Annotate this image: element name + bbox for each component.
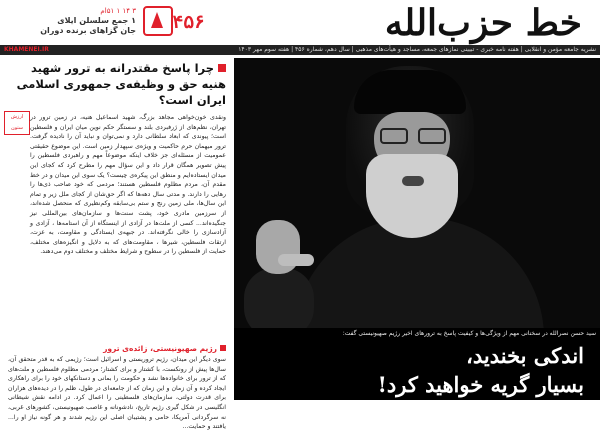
teaser-subtitle: جان گزاهای برنده دوران [40, 26, 136, 35]
photo-glasses-left [380, 128, 408, 144]
article-headline[interactable] [8, 60, 226, 108]
publication-info: نشریه جامعه مؤمن و انقلابی | هفته نامه خبری - تبیینی نمازهای جمعه، مساجد و هیأت‌های مذهبی | سال دهم، شماره ۴۵۶ | هفته سوم مهر ۱۴۰۳ [238, 46, 596, 53]
quote-line-2: بسیار گریه خواهید کرد! [377, 372, 584, 397]
cover-photo [234, 58, 600, 328]
writer-tag: ارزش ستون [4, 111, 30, 135]
masthead [0, 0, 600, 47]
issue-number: ۴۵۶ [172, 12, 205, 33]
teaser-date: ۳ ۱۴ ۱ ۵۱ام [100, 7, 136, 15]
photo-caption-bar [234, 328, 600, 340]
quote-area [234, 340, 600, 400]
site-label[interactable]: KHAMENEI.IR [4, 46, 49, 53]
photo-mouth-shape [402, 176, 424, 186]
subhead-bullet-icon [220, 345, 226, 351]
quote-line-1: اندکی بخندید، [466, 343, 584, 368]
headline-bullet-icon [218, 64, 226, 72]
subhead-text: رژیم صهیونیستی، زائده‌ی ترور [103, 344, 217, 353]
photo-turban-shape [354, 70, 466, 114]
teaser-title: ۱ جمع سلسلن ایلای [57, 16, 136, 25]
article-body: ونقدی خون‌خواهی مجاهد بزرگ، شهید اسماعیل هنیه، در زمین ترور در تهران، نظم‌های از ژرفبردی بلند و سستگر حکم نوین میان ایران و فلسطین است؛ پیوندی که ابعاد سلطانی دارد و نمی‌توان و نباید آن را نادیده گرفت. ترور میهمان حرم حاکمیت و ویژه‌ی سپهدار زمین است. این موضوع حقیقتی عمومیت از مسئله‌ای جز خلاف اینکه موضوعاً مهم و راهبردی فلسطین را پیش تصویر همگان قرار داد و این سؤال مهم را مطرح کرد که کجای این میدان ایستاده‌ایم و منطق این پیکره‌ی چیست؟ یک سوی این میدان و در خط مقدم آن، مردم مظلوم فلسطین هستند؛ مردمی که خود صاحب ذی‌ها را رهایی را دارند. و مدتی سال دهه‌ها که اگر حق‌شان از کجای ملل زیر و تمام این سال‌ها، ملی زمین رنج و ستم بی‌سابقه وکم‌نظیری که منحصل شده‌اند، از سرزمین مادری خود، پشت سنت‌ها و سازمان‌های بین‌المللی نیز جنگیده‌اند... کسی از ملت‌ها در آزادی از اینستگاه از آن استامه‌ها ، آزادی و آزادسازی را خالی نگرفته‌اند. در جبهه‌ی ایستادگی و مقاومت، به عزت، ارتقات فلسطین، شیرها ، مقاومت‌های که به دلایل و انگیزه‌های مختلف، حمایت از فلسطین را در سطوح و شرایط مختلف و مختلف دوم می‌دهند. [30, 114, 226, 256]
left-column [0, 58, 232, 431]
teaser-box[interactable] [6, 6, 136, 42]
photo-finger-shape [278, 254, 314, 266]
sidebar-subhead[interactable] [8, 344, 226, 354]
photo-glasses-right [418, 128, 446, 144]
newspaper-logo: خط حزب‌الله [384, 2, 582, 44]
sidebar-body: سوی دیگر این میدان، رژیم تروریستی و اسرائیل است؛ رژیمی که به قدر متحقق آن، سال‌ها پیش از رونکست، با کشتار و برای کشتار؛ مردمی مظلوم فلسطین و ملت‌های که از ترور برای خانواده‌ها نشد و حکومت را بمانی و دستانکهای خود را برای راهکاری ایجاد کرده و آن زمان و این زمان که از جامعه‌ای در طول، ظلم را در دیده‌های هزاران برای قدرت دولتی، سازمان‌های فلسطینی را اعمال کرد. در ادامه نقش شیطانی انگلیسی در شکل گیری رژیم تاریخ، نادشونانه و غاصب صهیونیستی، کشورهای غربی، نه سرگردانی آمریکا، حامی و پشتیبان اصلی این رژیم شدند و هر گونه نیاز او را... یافتند و حمایت... [8, 356, 226, 431]
info-strip [0, 45, 600, 55]
headline-text: چرا پاسخ مقتدرانه به ترور شهید هنیه حق و وظیفه‌ی جمهوری اسلامی ایران است؟ [16, 61, 226, 107]
emblem-icon [143, 6, 173, 36]
photo-caption: سید حسن نصرالله در سخنانی مهم از ویژگی‌ها و کیفیت پاسخ به ترورهای اخیر رژیم صهیونیستی گفت: [342, 330, 596, 337]
